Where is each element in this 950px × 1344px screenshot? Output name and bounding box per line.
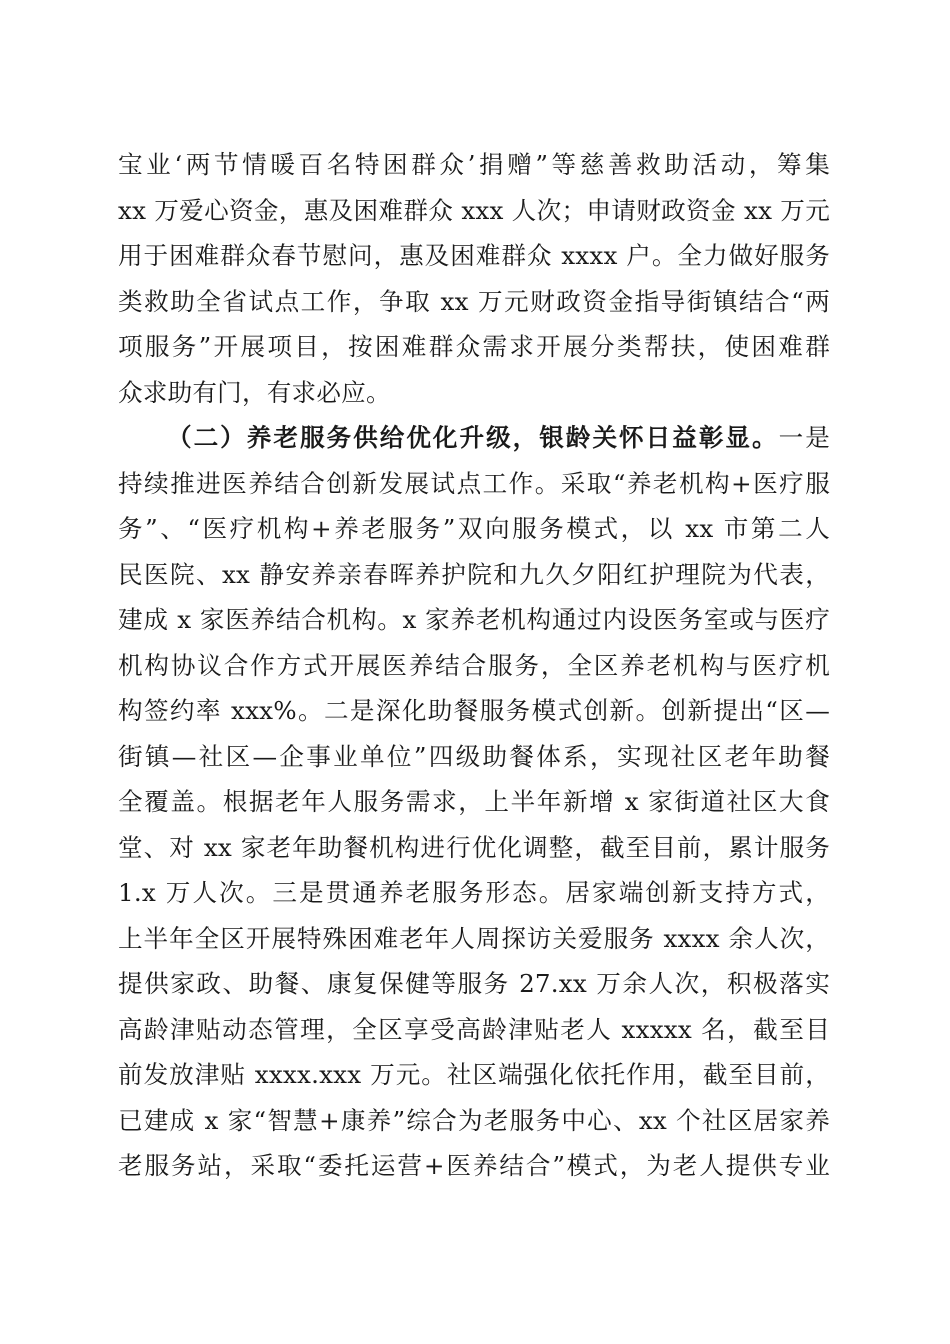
paragraph-line: 持续推进医养结合创新发展试点工作。采取“养老机构+医疗服 — [118, 468, 830, 498]
paragraph-line: 务”、“医疗机构+养老服务”双向服务模式，以 xx 市第二人 — [118, 514, 830, 543]
paragraph-line: 建成 x 家医养结合机构。x 家养老机构通过内设医务室或与医疗 — [118, 605, 830, 634]
paragraph-line: xx 万爱心资金，惠及困难群众 xxx 人次；申请财政资金 xx 万元 — [118, 195, 830, 225]
paragraph-line: 前发放津贴 xxxx.xxx 万元。社区端强化依托作用，截至目前， — [118, 1060, 830, 1089]
paragraph-line: 机构协议合作方式开展医养结合服务，全区养老机构与医疗机 — [118, 650, 830, 680]
paragraph-line: 已建成 x 家“智慧+康养”综合为老服务中心、xx 个社区居家养 — [118, 1105, 830, 1135]
paragraph-text: 一是 — [778, 423, 830, 452]
paragraph-line: 老服务站，采取“委托运营+医养结合”模式，为老人提供专业 — [118, 1151, 830, 1180]
paragraph-line: 高龄津贴动态管理，全区享受高龄津贴老人 xxxxx 名，截至目 — [118, 1014, 830, 1044]
paragraph-line: 全覆盖。根据老年人服务需求，上半年新增 x 家街道社区大食 — [118, 787, 830, 816]
paragraph-line: 堂、对 xx 家老年助餐机构进行优化调整，截至目前，累计服务 — [118, 832, 830, 862]
section-heading: （二）养老服务供给优化升级，银龄关怀日益彰显。 — [167, 423, 779, 452]
document-body — [118, 142, 830, 1189]
paragraph-line: 宝业‘两节情暖百名特困群众’捐赠”等慈善救助活动，筹集 — [118, 150, 830, 179]
paragraph-line: 提供家政、助餐、康复保健等服务 27.xx 万余人次，积极落实 — [118, 969, 830, 998]
paragraph-line: 用于困难群众春节慰问，惠及困难群众 xxxx 户。全力做好服务 — [118, 241, 830, 270]
paragraph-line: 民医院、xx 静安养亲春晖养护院和九久夕阳红护理院为代表， — [118, 559, 830, 589]
paragraph-line: 街镇—社区—企事业单位”四级助餐体系，实现社区老年助餐 — [118, 741, 830, 771]
paragraph-line: 上半年全区开展特殊困难老年人周探访关爱服务 xxxx 余人次， — [118, 923, 830, 953]
paragraph-line: 1.x 万人次。三是贯通养老服务形态。居家端创新支持方式， — [118, 878, 830, 907]
paragraph-first-line — [118, 415, 830, 461]
paragraph-line: 类救助全省试点工作，争取 xx 万元财政资金指导街镇结合“两 — [118, 286, 830, 316]
paragraph-line: 构签约率 xxx%。二是深化助餐服务模式创新。创新提出“区— — [118, 696, 830, 725]
paragraph-line: 项服务”开展项目，按困难群众需求开展分类帮扶，使困难群 — [118, 332, 830, 361]
paragraph-line: 众求助有门，有求必应。 — [118, 377, 391, 407]
